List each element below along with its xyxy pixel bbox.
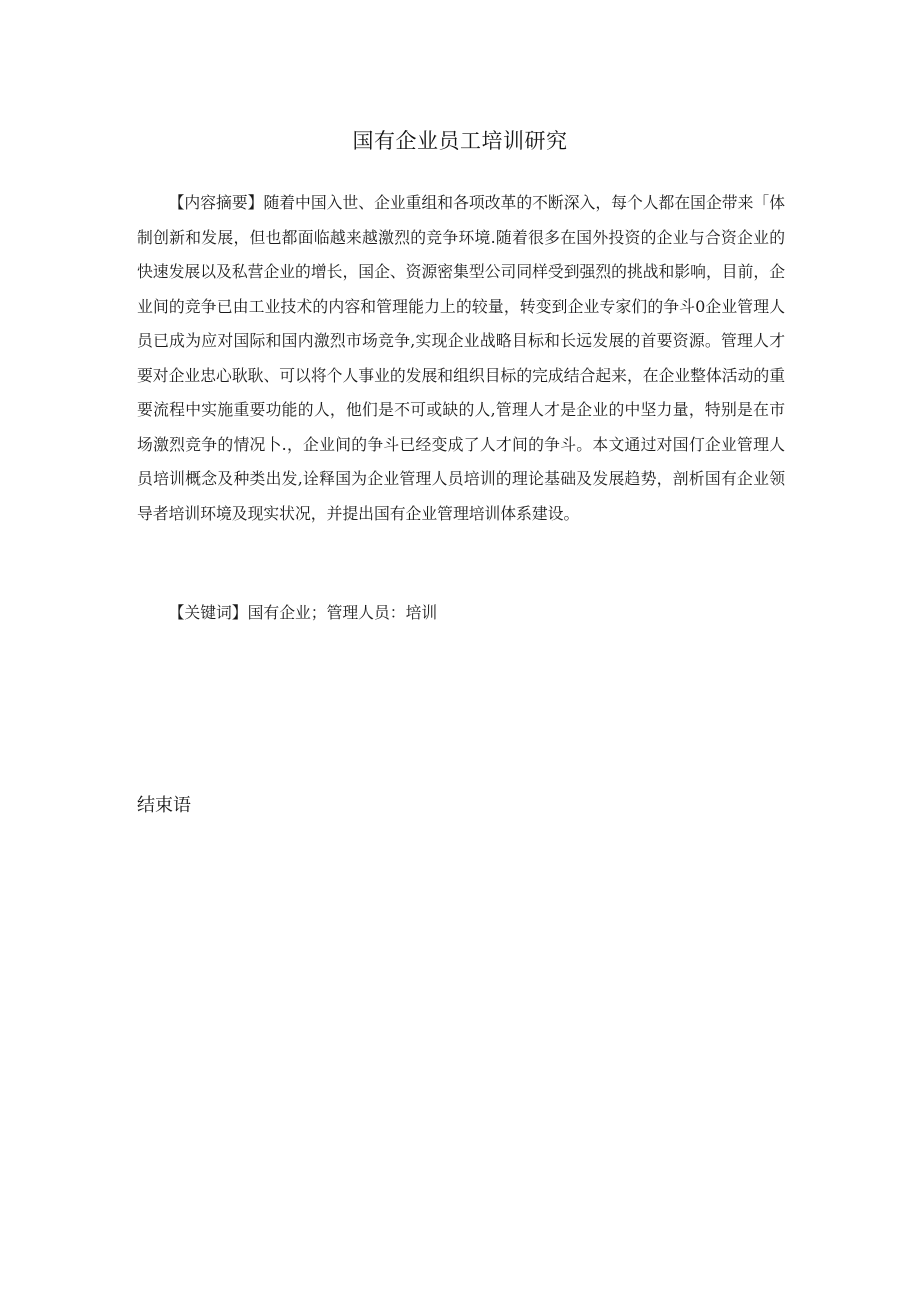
keywords-label: 【关键词】 <box>168 603 248 622</box>
conclusion-heading: 结束语 <box>137 795 191 816</box>
document-title: 国有企业员工培训研究 <box>352 129 568 153</box>
abstract-text: 随着中国入世、企业重组和各项改革的不断深入，每个人都在国企带来「体制创新和发展，但也都面临越来越激烈的竞争环境.随着很多在国外投资的企业与合资企业的快速发展以及私营企业的增长，国企、资源密集型公司同样受到强烈的挑战和影响，目前，企业间的竞争已由工业技术的内容和管理能力上的较量，转变到企业专家们的争斗0企业管理人员已成为应对国际和国内激烈市场竞争,实现企业战略目标和长远发展的首要资源。管理人才要对企业忠心耿耿、可以将个人事业的发展和组织目标的完成结合起来，在企业整体活动的重要流程中实施重要功能的人，他们是不可或缺的人,管理人才是企业的中坚力量，特别是在市场激烈竞争的情况卜.，企业间的争斗已经变成了人才间的争斗。本文通过对国仃企业管理人员培训概念及种类出发,诠释国为企业管理人员培训的理论基础及发展趋势，剖析国有企业领导者培训环境及现实状况，并提出国有企业管理培训体系建设。 <box>137 193 785 523</box>
abstract-paragraph <box>137 186 785 531</box>
abstract-label: 【内容摘要】 <box>168 193 264 212</box>
keywords-text: 国有企业；管理人员：培训 <box>247 603 438 622</box>
keywords-paragraph <box>137 598 785 628</box>
